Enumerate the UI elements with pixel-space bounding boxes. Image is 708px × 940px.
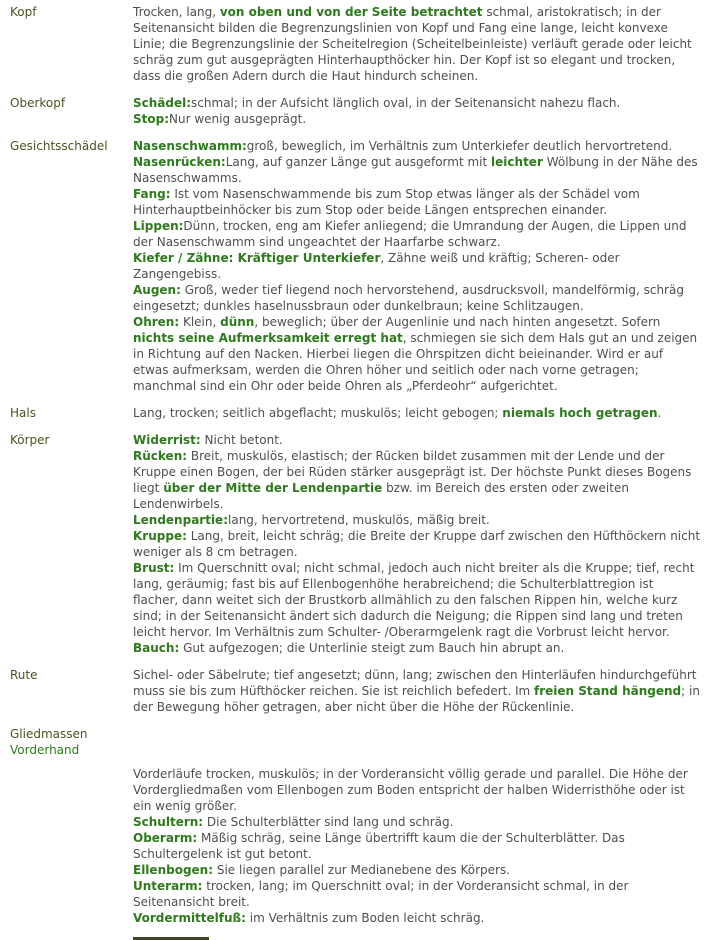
emphasized-term: Nasenrücken: xyxy=(133,155,226,169)
paragraph xyxy=(133,405,702,421)
paragraph xyxy=(133,862,702,878)
paragraph xyxy=(133,186,702,218)
body-text: Nur wenig ausgeprägt. xyxy=(169,112,307,126)
body-text: groß, beweglich, im Verhältnis zum Unterkiefer deutlich hervortretend. xyxy=(246,139,673,153)
body-text: Sie liegen parallel zur Medianebene des Körpers. xyxy=(213,863,511,877)
section-row-oberkopf xyxy=(10,95,702,127)
body-text: Sichel- oder Säbelrute; tief angesetzt; dünn, lang; zwischen den Hinterläufen hindurchgeführt muss sie bis zum Hüfthöcker reichen. Sie ist reichlich befedert. Im xyxy=(133,668,697,698)
emphasized-term: dünn xyxy=(220,315,255,329)
body-text: Gut aufgezogen; die Unterlinie steigt zum Bauch hin abrupt an. xyxy=(179,641,565,655)
paragraph xyxy=(133,814,702,830)
paragraph xyxy=(133,111,702,127)
section-content-oberkopf xyxy=(133,95,702,127)
body-text: Vorderläufe trocken, muskulös; in der Vorderansicht völlig gerade und parallel. Die Höhe der Vordergliedmaßen vom Ellenbogen zum Boden entspricht der halben Widerristhöhe oder ist ein wenig größer. xyxy=(133,767,688,813)
body-text: bzw. im Bereich des ersten oder zweiten Lendenwirbels. xyxy=(133,481,629,511)
body-text: Klein, xyxy=(179,315,221,329)
body-text: schmal; in der Aufsicht länglich oval, in der Seitenansicht nahezu flach. xyxy=(191,96,621,110)
section-row-kopf xyxy=(10,4,702,84)
emphasized-term: leichter xyxy=(491,155,543,169)
paragraph xyxy=(133,218,702,250)
paragraph xyxy=(133,95,702,111)
emphasized-term: Vordermittelfuß: xyxy=(133,911,246,925)
section-row-gesichtsschaedel xyxy=(10,138,702,394)
body-text: Im Querschnitt oval; nicht schmal, jedoch auch nicht breiter als die Kruppe; tief, recht lang, geräumig; fast bis auf Ellenbogenhöhe herabreichend; die Schulterblattregion ist flacher, dann weitet sich der Brustkorb allmählich zu den falschen Rippen hin, welche kurz sind; in der Seitenansicht ändert sich dadurch die Neigung; die Rippen sind lang und treten leicht hervor. Im Verhältnis zum Schulter- /Oberarmgelenk ragt die Vorbrust leicht hervor. xyxy=(133,561,695,639)
body-text: Ist vom Nasenschwammende bis zum Stop etwas länger als der Schädel vom Hinterhauptbeinhöcker bis zum Stop oder beide Längen entsprechen einander. xyxy=(133,187,640,217)
body-text: im Verhältnis zum Boden leicht schräg. xyxy=(245,911,485,925)
emphasized-term: über der Mitte der Lendenpartie xyxy=(163,481,383,495)
emphasized-term: Widerrist: xyxy=(133,433,201,447)
paragraph xyxy=(133,154,702,186)
body-text: . xyxy=(657,406,662,420)
section-row-vorderhand xyxy=(10,742,702,926)
section-content-gesichtsschaedel xyxy=(133,138,702,394)
body-text: Die Schulterblätter sind lang und schräg. xyxy=(203,815,454,829)
body-text: Trocken, lang, xyxy=(133,5,220,19)
body-text: trocken, lang; im Querschnitt oval; in der Vorderansicht schmal, in der Seitenansicht breit. xyxy=(133,879,629,909)
section-label-rute: Rute xyxy=(10,668,38,682)
emphasized-term: Nasenschwamm: xyxy=(133,139,247,153)
body-text: , beweglich; über der Augenlinie und nach hinten angesetzt. Sofern xyxy=(254,315,661,329)
paragraph xyxy=(133,560,702,640)
section-content-rute xyxy=(133,667,702,715)
paragraph xyxy=(133,512,702,528)
content-table xyxy=(0,4,708,926)
emphasized-term: Schultern: xyxy=(133,815,204,829)
emphasized-term: Fang: xyxy=(133,187,171,201)
paragraph xyxy=(133,138,702,154)
emphasized-term: niemals hoch getragen xyxy=(502,406,658,420)
body-text: Dünn, trocken, eng am Kiefer anliegend; die Umrandung der Augen, die Lippen und der Nasenschwamm sind ungeachtet der Haarfarbe schwarz. xyxy=(133,219,687,249)
section-content-vorderhand xyxy=(133,742,702,926)
emphasized-term: Lippen: xyxy=(133,219,184,233)
emphasized-term: Lendenpartie: xyxy=(133,513,228,527)
emphasized-term: nichts seine Aufmerksamkeit erregt hat xyxy=(133,331,403,345)
body-text: , Zähne weiß und kräftig; Scheren- oder Zangengebiss. xyxy=(133,251,620,281)
emphasized-term: Brust: xyxy=(133,561,175,575)
emphasized-term: von oben und von der Seite betrachtet xyxy=(219,5,483,19)
emphasized-term: Ellenbogen: xyxy=(133,863,214,877)
paragraph xyxy=(133,766,702,814)
paragraph xyxy=(133,667,702,715)
paragraph xyxy=(133,448,702,512)
emphasized-term: Kiefer / Zähne: Kräftiger Unterkiefer xyxy=(133,251,381,265)
breed-standard-document xyxy=(0,4,708,940)
emphasized-term: Augen: xyxy=(133,283,181,297)
section-content-gliedmassen xyxy=(133,726,702,742)
emphasized-term: freien Stand hängend xyxy=(534,684,682,698)
paragraph xyxy=(133,4,702,84)
paragraph xyxy=(133,250,702,282)
body-text: Lang, trocken; seitlich abgeflacht; muskulös; leicht gebogen; xyxy=(133,406,503,420)
paragraph xyxy=(133,910,702,926)
emphasized-term: Stop: xyxy=(133,112,170,126)
paragraph xyxy=(133,528,702,560)
section-row-koerper xyxy=(10,432,702,656)
emphasized-term: Kruppe: xyxy=(133,529,187,543)
body-text: Lang, auf ganzer Länge gut ausgeformt mit xyxy=(225,155,492,169)
section-row-rute xyxy=(10,667,702,715)
paragraph xyxy=(133,878,702,910)
section-label-hals: Hals xyxy=(10,406,36,420)
section-content-hals xyxy=(133,405,702,421)
section-content-kopf xyxy=(133,4,702,84)
body-text: lang, hervortretend, muskulös, mäßig breit. xyxy=(228,513,490,527)
section-content-koerper xyxy=(133,432,702,656)
body-text: Groß, weder tief liegend noch hervorstehend, ausdrucksvoll, mandelförmig, schräg eingesetzt; dunkles haselnussbraun oder dunkelbraun; keine Schlitzaugen. xyxy=(133,283,684,313)
body-text: Breit, muskulös, elastisch; der Rücken bildet zusammen mit der Lende und der Kruppe einen Bogen, der bei Rüden stärker ausgeprägt ist. Der höchste Punkt dieses Bogens liegt xyxy=(133,449,692,495)
paragraph xyxy=(133,640,702,656)
section-label-gesichtsschaedel: Gesichtsschädel xyxy=(10,139,108,153)
emphasized-term: Rücken: xyxy=(133,449,188,463)
paragraph xyxy=(133,282,702,314)
emphasized-term: Unterarm: xyxy=(133,879,203,893)
body-text: Wölbung in der Nähe des Nasenschwamms. xyxy=(133,155,698,185)
section-row-hals xyxy=(10,405,702,421)
body-text: ; in der Bewegung höher getragen, aber nicht über die Höhe der Rückenlinie. xyxy=(133,684,700,714)
paragraph xyxy=(133,830,702,862)
emphasized-term: Schädel: xyxy=(133,96,192,110)
section-label-koerper: Körper xyxy=(10,433,50,447)
section-label-vorderhand: Vorderhand xyxy=(10,743,80,757)
body-text: Lang, breit, leicht schräg; die Breite der Kruppe darf zwischen den Hüfthöckern nicht weniger als 8 cm betragen. xyxy=(133,529,701,559)
emphasized-term: Ohren: xyxy=(133,315,180,329)
section-label-kopf: Kopf xyxy=(10,5,37,19)
body-text: Nicht betont. xyxy=(200,433,283,447)
emphasized-term: Oberarm: xyxy=(133,831,198,845)
section-label-gliedmassen: Gliedmassen xyxy=(10,727,88,741)
section-row-gliedmassen xyxy=(10,726,702,742)
body-text: Mäßig schräg, seine Länge übertrifft kaum die der Schulterblätter. Das Schultergelenk ist gut betont. xyxy=(133,831,625,861)
body-text: schmal, aristokratisch; in der Seitenansicht bilden die Begrenzungslinien von Kopf und Fang eine lange, leicht konvexe Linie; die Begrenzungslinie der Scheitelregion (Scheitelbeinleiste) verläuft gerade oder leicht schräg zum gut ausgeprägten Hinterhaupthöcker hin. Der Kopf ist so elegant und trocken, dass die großen Adern durch die Haut hindurch scheinen. xyxy=(133,5,692,83)
emphasized-term: Bauch: xyxy=(133,641,180,655)
paragraph xyxy=(133,432,702,448)
section-label-oberkopf: Oberkopf xyxy=(10,96,66,110)
paragraph xyxy=(133,314,702,394)
body-text: , schmiegen sie sich dem Hals gut an und zeigen in Richtung auf den Nacken. Hierbei liegen die Ohrspitzen dicht beieinander. Wird er auf etwas aufmerksam, werden die Ohren höher und seitlich oder nach vorne getragen; manchmal sind ein Ohr oder beide Ohren als „Pferdeohr“ aufgerichtet. xyxy=(133,331,698,393)
